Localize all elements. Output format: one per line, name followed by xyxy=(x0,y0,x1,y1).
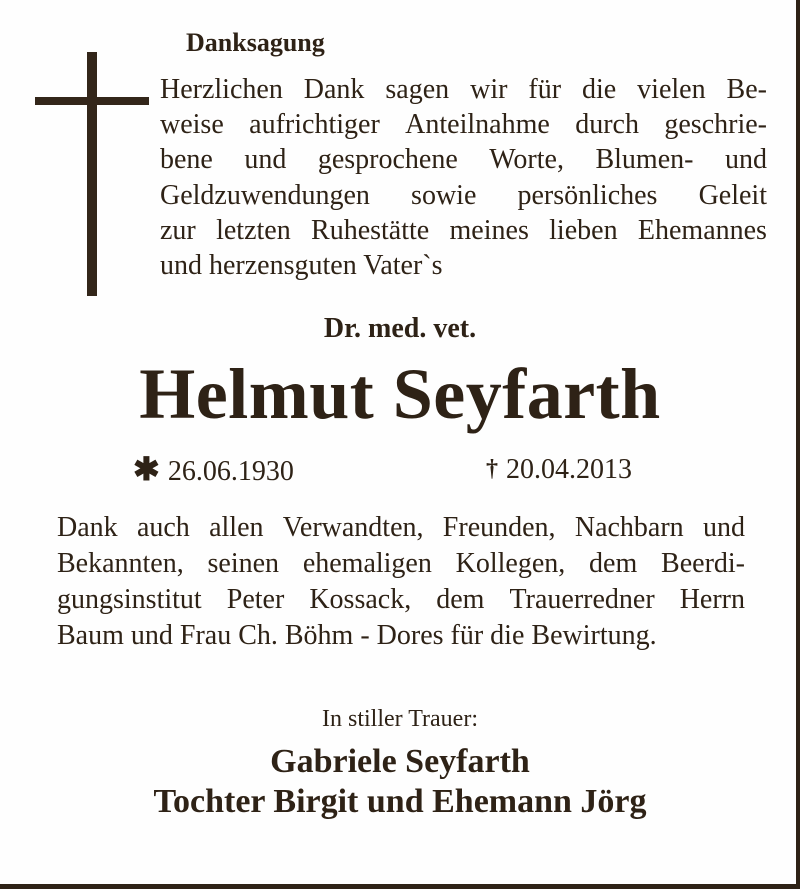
birth-date: 26.06.1930 xyxy=(167,456,294,487)
birth-star-icon: ✱ xyxy=(133,451,160,487)
word: auch xyxy=(136,512,190,543)
word: lieben xyxy=(549,215,618,246)
thanks-line xyxy=(57,510,745,546)
word: ehemaligen xyxy=(302,548,432,579)
word: Verwandten, xyxy=(282,512,424,543)
word: persönliches xyxy=(517,180,658,211)
word: die xyxy=(582,74,617,105)
word: wir xyxy=(470,74,508,105)
word: Trauerredner xyxy=(509,584,655,615)
word: weise xyxy=(160,109,224,140)
notice-heading: Danksagung xyxy=(186,28,325,57)
word: und xyxy=(244,144,287,175)
word: Herrn xyxy=(679,584,745,615)
word: dem xyxy=(436,584,485,615)
word: geschrie- xyxy=(664,109,767,140)
deceased-title: Dr. med. vet. xyxy=(323,313,477,344)
word: sowie xyxy=(411,180,477,211)
cross-icon xyxy=(87,52,97,296)
intro-line xyxy=(160,107,767,143)
cross-icon-bar xyxy=(35,97,149,105)
word: gungsinstitut xyxy=(57,584,202,615)
word: Worte, xyxy=(489,144,564,175)
word: und xyxy=(702,512,745,543)
word: Anteilnahme xyxy=(405,109,550,140)
word: durch xyxy=(575,109,639,140)
thanks-line xyxy=(57,546,745,582)
word: Peter xyxy=(226,584,285,615)
word: vielen xyxy=(637,74,706,105)
word: bene xyxy=(160,144,213,175)
word: Dank xyxy=(57,512,118,543)
death-date: 20.04.2013 xyxy=(506,454,632,485)
intro-line xyxy=(160,178,767,214)
deceased-name: Helmut Seyfarth xyxy=(139,354,661,434)
word: letzten xyxy=(216,215,291,246)
word: gesprochene xyxy=(317,144,458,175)
word: Herzlichen xyxy=(160,74,283,105)
word: Ehemannes xyxy=(637,215,767,246)
death-cross-icon: † xyxy=(486,456,498,482)
word: meines xyxy=(449,215,529,246)
word: Beerdi- xyxy=(661,548,745,579)
word: für xyxy=(528,74,562,105)
word: Bekannten, xyxy=(57,548,184,579)
thanks-line: Baum und Frau Ch. Böhm - Dores für die Bewirtung. xyxy=(57,620,657,651)
word: Blumen- xyxy=(595,144,694,175)
intro-line xyxy=(160,142,767,178)
word: seinen xyxy=(207,548,280,579)
word: Be- xyxy=(726,74,767,105)
word: Geldzuwendungen xyxy=(160,180,370,211)
word: Nachbarn xyxy=(574,512,684,543)
word: Kollegen, xyxy=(455,548,566,579)
signatory: Tochter Birgit und Ehemann Jörg xyxy=(153,783,647,820)
word: sagen xyxy=(385,74,450,105)
death-date-row xyxy=(486,451,632,488)
word: Geleit xyxy=(698,180,767,211)
intro-line xyxy=(160,213,767,249)
mourning-label: In stiller Trauer: xyxy=(322,706,478,732)
word: und xyxy=(724,144,767,175)
thanks-line xyxy=(57,582,745,618)
word: Freunden, xyxy=(442,512,556,543)
intro-line: und herzensguten Vater`s xyxy=(160,250,443,281)
signatory: Gabriele Seyfarth xyxy=(270,743,530,780)
birth-date-row xyxy=(133,451,294,490)
intro-line xyxy=(160,72,767,108)
word: allen xyxy=(209,512,264,543)
word: aufrichtiger xyxy=(249,109,380,140)
word: Dank xyxy=(303,74,365,105)
word: zur xyxy=(160,215,196,246)
word: dem xyxy=(589,548,638,579)
word: Ruhestätte xyxy=(311,215,430,246)
word: Kossack, xyxy=(309,584,412,615)
